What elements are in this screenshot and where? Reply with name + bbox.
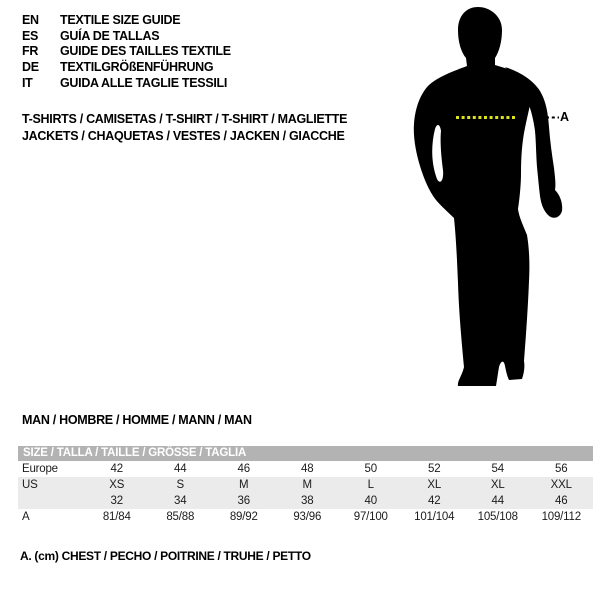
language-label: TEXTILE SIZE GUIDE xyxy=(60,13,181,27)
size-cell: 46 xyxy=(555,495,568,507)
size-cell: 42 xyxy=(110,463,123,475)
size-cell: 48 xyxy=(301,463,314,475)
size-cell: 81/84 xyxy=(102,511,131,523)
language-label: GUÍA DE TALLAS xyxy=(60,28,160,43)
language-row xyxy=(22,76,231,92)
table-row-europe xyxy=(18,461,593,477)
size-cell: 54 xyxy=(491,463,504,475)
table-row-chest-a xyxy=(18,509,593,525)
size-cell: XXL xyxy=(550,479,572,491)
language-code: EN xyxy=(22,13,39,27)
size-cell: 38 xyxy=(301,495,314,507)
row-label: A xyxy=(22,511,30,523)
size-cell: 105/108 xyxy=(477,511,518,523)
man-silhouette xyxy=(410,5,570,397)
size-cell: XL xyxy=(427,479,442,491)
size-cell: 97/100 xyxy=(353,511,388,523)
row-label: Europe xyxy=(22,463,58,475)
garment-line-jackets: JACKETS / CHAQUETAS / VESTES / JACKEN / GIACCHE xyxy=(22,128,345,143)
size-cell: 101/104 xyxy=(414,511,455,523)
size-cell: 52 xyxy=(428,463,441,475)
size-cell: 85/88 xyxy=(166,511,195,523)
language-row xyxy=(22,13,231,29)
size-cell: 40 xyxy=(364,495,377,507)
table-row-us xyxy=(18,477,593,493)
size-cell: 32 xyxy=(110,495,123,507)
row-label: US xyxy=(22,479,38,491)
size-cell: 109/112 xyxy=(541,511,581,523)
size-cell: 46 xyxy=(237,463,250,475)
table-row-alt-size xyxy=(18,493,593,509)
language-code: FR xyxy=(22,44,39,59)
row-label xyxy=(18,493,85,509)
size-cell: 44 xyxy=(491,495,504,507)
size-cell: S xyxy=(176,479,184,491)
section-title: MAN / HOMBRE / HOMME / MANN / MAN xyxy=(22,413,252,427)
garment-line-tshirts: T-SHIRTS / CAMISETAS / T-SHIRT / T-SHIRT / MAGLIETTE xyxy=(22,112,348,126)
size-cell: 93/96 xyxy=(293,511,322,523)
size-cell: XL xyxy=(490,479,505,491)
language-row xyxy=(22,29,231,45)
language-code: ES xyxy=(22,28,39,43)
size-cell: XS xyxy=(109,479,125,491)
measurement-a-label: A xyxy=(560,110,570,124)
size-cell: L xyxy=(367,479,374,491)
size-cell: 89/92 xyxy=(229,511,258,523)
language-list xyxy=(22,13,231,91)
language-label: GUIDE DES TAILLES TEXTILE xyxy=(60,44,231,59)
silhouette-body xyxy=(414,7,532,386)
garment-categories xyxy=(22,111,347,144)
size-cell: M xyxy=(302,479,312,491)
language-row xyxy=(22,60,231,76)
size-cell: 50 xyxy=(364,463,377,475)
size-cell: 34 xyxy=(174,495,187,507)
language-code: IT xyxy=(22,75,33,90)
language-label: GUIDA ALLE TAGLIE TESSILI xyxy=(60,75,228,90)
language-label: TEXTILGRÖßENFÜHRUNG xyxy=(60,60,214,75)
language-code: DE xyxy=(22,60,39,75)
size-cell: 36 xyxy=(237,495,250,507)
measurement-footnote: A. (cm) CHEST / PECHO / POITRINE / TRUHE / PETTO xyxy=(20,549,311,563)
size-cell: 56 xyxy=(555,463,568,475)
language-row xyxy=(22,44,231,60)
size-table xyxy=(18,446,593,525)
size-table-header: SIZE / TALLA / TAILLE / GRÖSSE / TAGLIA xyxy=(18,446,593,461)
size-cell: M xyxy=(239,479,249,491)
size-cell: 44 xyxy=(174,463,187,475)
size-cell: 42 xyxy=(428,495,441,507)
